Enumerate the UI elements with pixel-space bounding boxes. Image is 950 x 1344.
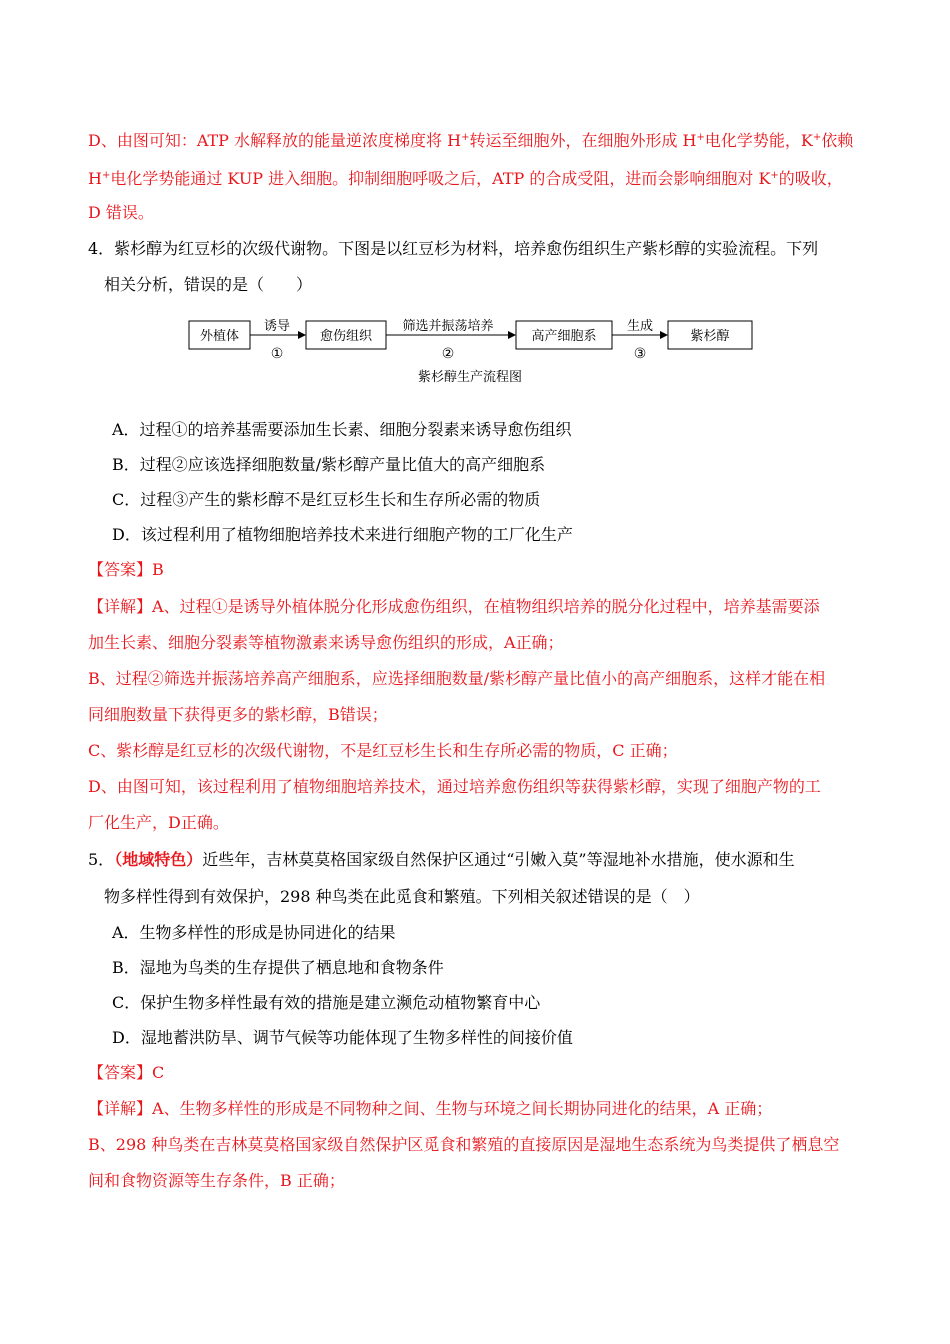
q4-answer: 【答案】B [88, 560, 164, 579]
flow-diagram [180, 310, 770, 390]
q5-option-d: D．湿地蓄洪防旱、调节气候等功能体现了生物多样性的间接价值 [112, 1028, 573, 1047]
q5-option-a: A．生物多样性的形成是协同进化的结果 [112, 923, 396, 942]
flow-arrow-label-1: 诱导 [263, 319, 291, 334]
flow-arrow-label-3: 生成 [626, 319, 654, 334]
q4-option-b: B．过程②应该选择细胞数量/紫杉醇产量比值大的高产细胞系 [112, 455, 546, 474]
flow-box-label-3: 高产细胞系 [531, 329, 597, 344]
q4-detail-line-3: B、过程②筛选并振荡培养高产细胞系，应选择细胞数量/紫杉醇产量比值小的高产细胞系，这样才能在相 [88, 669, 826, 688]
q4-detail-line-6: D、由图可知，该过程利用了植物细胞培养技术，通过培养愈伤组织等获得紫杉醇，实现了细胞产物的工 [88, 777, 821, 796]
q4-option-d: D．该过程利用了植物细胞培养技术来进行细胞产物的工厂化生产 [112, 525, 573, 544]
flow-caption: 紫杉醇生产流程图 [417, 370, 523, 385]
q4-detail-line-7: 厂化生产，D正确。 [88, 813, 229, 832]
q4-detail-line-5: C、紫杉醇是红豆杉的次级代谢物，不是红豆杉生长和生存所必需的物质，C 正确； [88, 741, 678, 760]
q4-detail-line-1: 【详解】A、过程①是诱导外植体脱分化形成愈伤组织，在植物组织培养的脱分化过程中，培养基需要添 [88, 597, 820, 616]
q5-detail-line-2: B、298 种鸟类在吉林莫莫格国家级自然保护区觅食和繁殖的直接原因是湿地生态系统为鸟类提供了栖息空 [88, 1135, 840, 1154]
q5-answer: 【答案】C [88, 1063, 165, 1082]
q4-option-a: A．过程①的培养基需要添加生长素、细胞分裂素来诱导愈伤组织 [112, 420, 572, 439]
q5-stem-line-2: 物多样性得到有效保护，298 种鸟类在此觅食和繁殖。下列相关叙述错误的是（ ） [104, 887, 700, 906]
q4-stem-line-2: 相关分析，错误的是（ ） [104, 275, 313, 294]
q3-detail-line-2: H+电化学势能通过 KUP 进入细胞。抑制细胞呼吸之后，ATP 的合成受阻，进而会影响细胞对 K+的吸收， [88, 169, 843, 188]
q5-region-tag: （地域特色） [114, 850, 203, 869]
flow-step-mark-3: ③ [633, 346, 647, 362]
q5-detail-line-3: 间和食物资源等生存条件，B 正确； [88, 1171, 345, 1190]
q5-option-b: B．湿地为鸟类的生存提供了栖息地和食物条件 [112, 958, 444, 977]
flow-box-label-2: 愈伤组织 [319, 329, 373, 344]
q3-detail-line-3: D 错误。 [88, 203, 154, 222]
flow-step-mark-1: ① [270, 346, 284, 362]
q5-stem-line-1: 5．（地域特色）近些年，吉林莫莫格国家级自然保护区通过“引嫩入莫”等湿地补水措施，使水源和生 [88, 850, 795, 869]
q5-option-c: C．保护生物多样性最有效的措施是建立濒危动植物繁育中心 [112, 993, 541, 1012]
flow-step-mark-2: ② [441, 346, 455, 362]
q5-detail-line-1: 【详解】A、生物多样性的形成是不同物种之间、生物与环境之间长期协同进化的结果，A 正确； [88, 1099, 773, 1118]
q3-detail-line-1: D、由图可知：ATP 水解释放的能量逆浓度梯度将 H+转运至细胞外，在细胞外形成 H+电化学势能，K+依赖 [88, 131, 854, 150]
q4-detail-line-4: 同细胞数量下获得更多的紫杉醇，B错误； [88, 705, 388, 724]
flow-box-label-4: 紫杉醇 [690, 329, 730, 344]
q4-stem-line-1: 4．紫杉醇为红豆杉的次级代谢物。下图是以红豆杉为材料，培养愈伤组织生产紫杉醇的实验流程。下列 [88, 239, 819, 258]
flow-box-label-1: 外植体 [199, 329, 240, 344]
q4-option-c: C．过程③产生的紫杉醇不是红豆杉生长和生存所必需的物质 [112, 490, 541, 509]
q4-detail-line-2: 加生长素、细胞分裂素等植物激素来诱导愈伤组织的形成，A正确； [88, 633, 564, 652]
flow-arrow-label-2: 筛选并振荡培养 [402, 319, 494, 334]
